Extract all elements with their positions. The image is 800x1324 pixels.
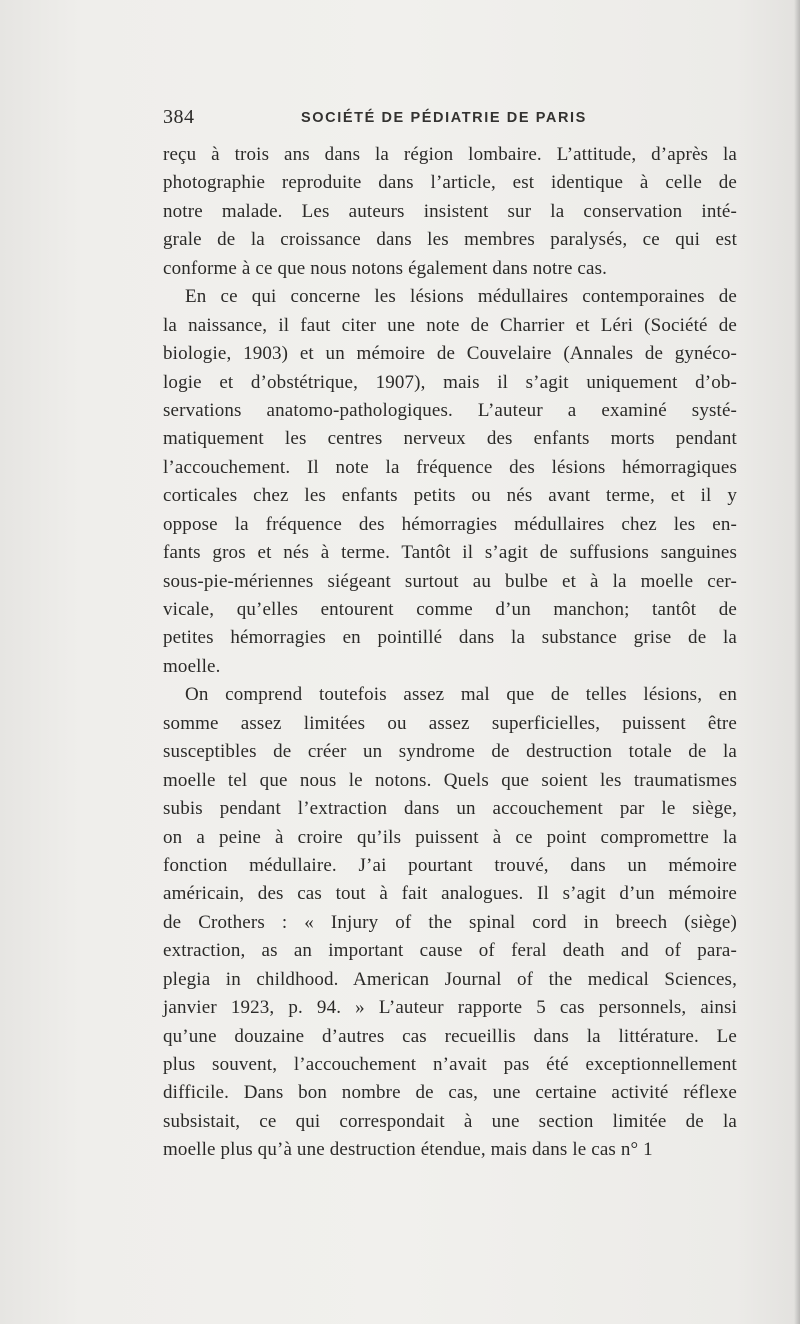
- text-line: extraction, as an important cause of feral death and of para-: [163, 940, 737, 962]
- text-line: notre malade. Les auteurs insistent sur la conservation inté-: [163, 200, 737, 222]
- text-line: susceptibles de créer un syndrome de destruction totale de la: [163, 741, 737, 763]
- text-line: reçu à trois ans dans la région lombaire. L’attitude, d’après la: [163, 144, 737, 165]
- text-line: moelle tel que nous le notons. Quels que soient les traumatismes: [163, 769, 737, 791]
- text-line: plus souvent, l’accouchement n’avait pas été exceptionnellement: [163, 1054, 737, 1075]
- text-line: servations anatomo-pathologiques. L’auteur a examiné systé-: [163, 399, 737, 421]
- text-line: conforme à ce que nous notons également dans notre cas.: [163, 257, 608, 279]
- text-line: vicale, qu’elles entourent comme d’un manchon; tantôt de: [163, 599, 737, 620]
- text-line: fants gros et nés à terme. Tantôt il s’agit de suffusions sanguines: [163, 542, 737, 564]
- text-line: subis pendant l’extraction dans un accouchement par le siège,: [163, 798, 737, 820]
- text-line: sous-pie-mériennes siégeant surtout au bulbe et à la moelle cer-: [163, 570, 737, 592]
- text-line: corticales chez les enfants petits ou nés avant terme, et il y: [163, 485, 737, 507]
- text-line: biologie, 1903) et un mémoire de Couvelaire (Annales de gynéco-: [163, 343, 737, 365]
- text-line: photographie reproduite dans l’article, est identique à celle de: [163, 172, 737, 194]
- text-line: somme assez limitées ou assez superficielles, puissent être: [163, 712, 737, 734]
- text-line: matiquement les centres nerveux des enfants morts pendant: [163, 428, 737, 450]
- text-line: subsistait, ce qui correspondait à une section limitée de la: [163, 1110, 737, 1132]
- text-line: logie et d’obstétrique, 1907), mais il s’agit uniquement d’ob-: [163, 371, 737, 393]
- page-edge-shadow: [794, 0, 800, 1324]
- body-text: [163, 141, 737, 1165]
- text-line: qu’une douzaine d’autres cas recueillis dans la littérature. Le: [163, 1025, 737, 1047]
- text-line: En ce qui concerne les lésions médullaires contemporaines de: [185, 286, 737, 308]
- text-line: oppose la fréquence des hémorragies médullaires chez les en-: [163, 513, 737, 535]
- text-line: plegia in childhood. American Journal of the medical Sciences,: [163, 968, 737, 990]
- text-line: de Crothers : « Injury of the spinal cord in breech (siège): [163, 911, 737, 933]
- text-line: la naissance, il faut citer une note de Charrier et Léri (Société de: [163, 314, 737, 336]
- text-line: On comprend toutefois assez mal que de telles lésions, en: [185, 684, 737, 706]
- page-number: 384: [163, 106, 195, 128]
- text-line: janvier 1923, p. 94. » L’auteur rapporte 5 cas personnels, ainsi: [163, 997, 737, 1019]
- text-line: on a peine à croire qu’ils puissent à ce point compromettre la: [163, 826, 737, 848]
- text-line: moelle.: [163, 655, 221, 677]
- text-line: difficile. Dans bon nombre de cas, une certaine activité réflexe: [163, 1082, 737, 1104]
- text-line: petites hémorragies en pointillé dans la substance grise de la: [163, 627, 737, 649]
- text-line: grale de la croissance dans les membres paralysés, ce qui est: [163, 229, 737, 251]
- running-title: SOCIÉTÉ DE PÉDIATRIE DE PARIS: [301, 110, 587, 126]
- text-line: l’accouchement. Il note la fréquence des lésions hémorragiques: [163, 456, 737, 478]
- text-line: fonction médullaire. J’ai pourtant trouvé, dans un mémoire: [163, 854, 737, 876]
- text-line: américain, des cas tout à fait analogues. Il s’agit d’un mémoire: [163, 883, 737, 905]
- text-line: moelle plus qu’à une destruction étendue, mais dans le cas n° 1: [163, 1139, 653, 1161]
- running-head: [163, 106, 737, 130]
